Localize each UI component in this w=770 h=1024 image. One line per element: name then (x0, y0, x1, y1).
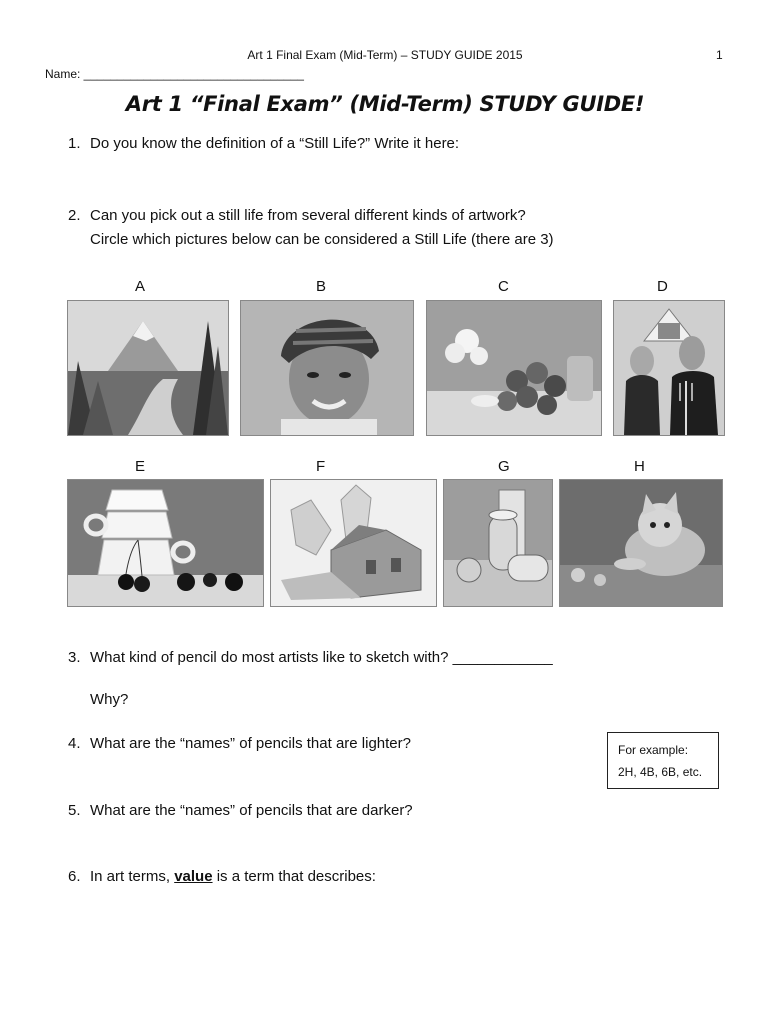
picture-label-b: B (316, 278, 327, 295)
example-box-label: For example: (618, 743, 689, 757)
page-title: Art 1 “Final Exam” (Mid-Term) STUDY GUIDE! (125, 92, 645, 116)
question-text: What kind of pencil do most artists like to sketch with? ____________ (90, 649, 553, 666)
question-text: Do you know the definition of a “Still Life?” Write it here: (90, 135, 460, 152)
question-text-line-2: Circle which pictures below can be considered a Still Life (there are 3) (90, 231, 554, 248)
picture-e-teacups-cherries[interactable] (67, 479, 264, 607)
question-number: 3. (68, 649, 81, 666)
value-term: value (174, 868, 213, 885)
example-box (607, 732, 719, 789)
question-text: Can you pick out a still life from several different kinds of artwork? (90, 207, 526, 224)
question-number: 5. (68, 802, 81, 819)
example-box-examples: 2H, 4B, 6B, etc. (618, 765, 703, 779)
question-text: What are the “names” of pencils that are lighter? (90, 735, 411, 752)
question-text-after: is a term that describes: (212, 868, 376, 885)
question-number: 1. (68, 135, 81, 152)
picture-f-crystal-house[interactable] (270, 479, 437, 607)
picture-label-f: F (316, 458, 326, 475)
picture-label-g: G (498, 458, 510, 475)
page-number: 1 (716, 48, 723, 62)
picture-g-geometric-forms[interactable] (443, 479, 553, 607)
picture-label-c: C (498, 278, 509, 295)
question-number: 2. (68, 207, 81, 224)
question-number: 4. (68, 735, 81, 752)
picture-a-landscape[interactable] (67, 300, 229, 436)
question-5 (68, 799, 748, 823)
picture-h-kitten[interactable] (559, 479, 723, 607)
running-header: Art 1 Final Exam (Mid-Term) – STUDY GUIDE 2015 (247, 48, 523, 62)
question-number: 6. (68, 868, 81, 885)
question-2 (68, 204, 748, 252)
question-text-line-2: Why? (90, 691, 129, 708)
name-field-line[interactable]: Name: _________________________________ (45, 67, 304, 81)
question-text: What are the “names” of pencils that are darker? (90, 802, 413, 819)
question-text (90, 865, 376, 889)
picture-label-a: A (135, 278, 146, 295)
question-4 (68, 732, 588, 756)
picture-label-h: H (634, 458, 645, 475)
picture-c-fruit-still-life[interactable] (426, 300, 602, 436)
question-1 (68, 132, 748, 156)
question-text-before: In art terms, (90, 868, 175, 885)
picture-label-e: E (135, 458, 146, 475)
question-6 (68, 865, 748, 889)
picture-b-portrait[interactable] (240, 300, 414, 436)
picture-d-american-gothic[interactable] (613, 300, 725, 436)
picture-label-d: D (657, 278, 668, 295)
question-3 (68, 646, 748, 712)
